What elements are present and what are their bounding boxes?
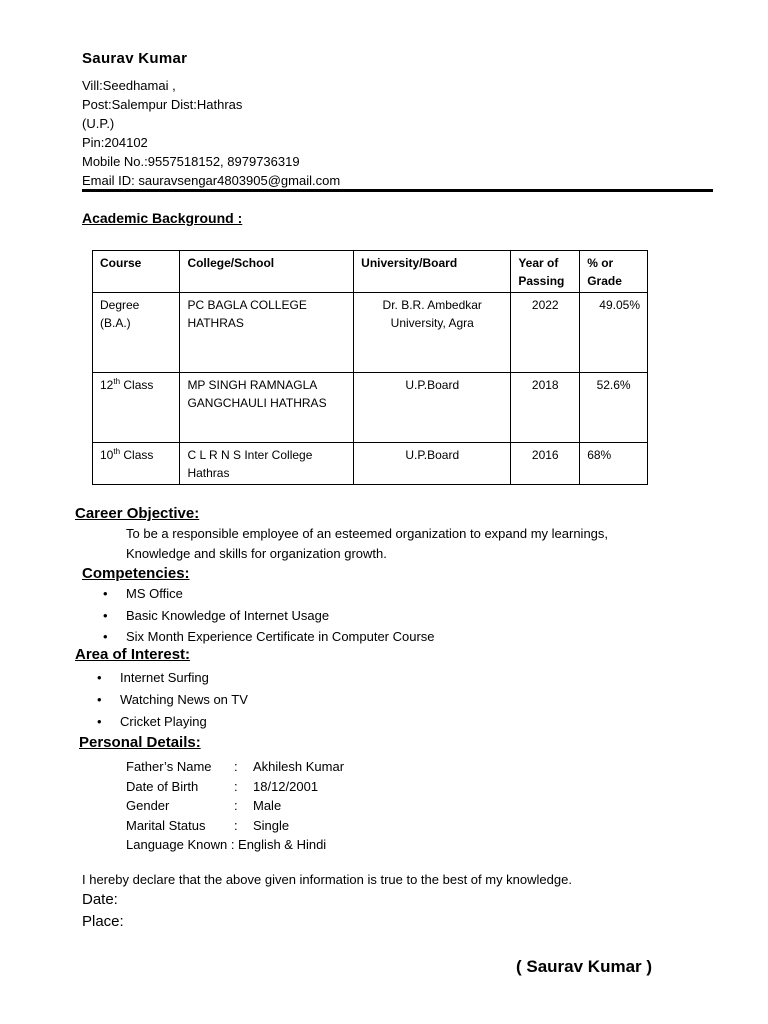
table-cell-year: 2022 — [511, 293, 580, 373]
course-number: 12 — [100, 378, 114, 392]
column-header: University/Board — [354, 251, 511, 293]
competencies-heading: Competencies: — [82, 565, 190, 582]
column-header: College/School — [180, 251, 354, 293]
table-cell-college: C L R N S Inter College Hathras — [180, 443, 354, 485]
list-item-text: Six Month Experience Certificate in Computer Course — [126, 629, 435, 644]
field-separator: : — [234, 817, 238, 833]
course-label: Class — [120, 378, 154, 392]
list-item — [103, 626, 435, 648]
field-separator: : — [234, 798, 238, 813]
course-number: 10 — [100, 448, 114, 462]
mobile-number: Mobile No.:9557518152, 8979736319 — [82, 154, 300, 169]
table-cell-course — [93, 443, 180, 485]
table-cell-course: Degree (B.A.) — [93, 293, 180, 373]
date-label: Date: — [82, 891, 118, 908]
table-cell-college: MP SINGH RAMNAGLA GANGCHAULI HATHRAS — [180, 373, 354, 443]
field-separator: : — [234, 778, 238, 794]
table-cell-grade: 49.05% — [580, 293, 648, 373]
table-cell-college: PC BAGLA COLLEGE HATHRAS — [180, 293, 354, 373]
address-post: Post:Salempur Dist:Hathras — [82, 97, 243, 112]
course-label: Class — [120, 448, 154, 462]
field-value: Single — [253, 817, 290, 833]
interest-list — [97, 667, 248, 733]
table-row — [93, 293, 648, 373]
list-item — [97, 667, 248, 689]
field-value: Male — [253, 798, 282, 813]
personal-row — [126, 757, 344, 777]
academic-heading: Academic Background : — [82, 210, 243, 226]
candidate-name: Saurav Kumar — [82, 50, 188, 67]
career-objective-heading: Career Objective: — [75, 505, 200, 522]
column-header: % or Grade — [580, 251, 648, 293]
personal-details-heading: Personal Details: — [79, 734, 201, 751]
declaration-text: I hereby declare that the above given information is true to the best of my knowledge. — [82, 872, 572, 887]
address-pin: Pin:204102 — [82, 135, 148, 150]
column-header: Year of Passing — [511, 251, 580, 293]
field-label: Date of Birth — [126, 778, 199, 794]
list-item-text: Basic Knowledge of Internet Usage — [126, 607, 330, 623]
bullet-icon: • — [97, 692, 102, 707]
place-label: Place: — [82, 913, 124, 930]
table-cell-board: U.P.Board — [354, 373, 511, 443]
field-value: 18/12/2001 — [253, 778, 319, 794]
course-suffix: th — [113, 377, 121, 386]
table-cell-grade: 68% — [580, 443, 648, 485]
table-cell-year: 2018 — [511, 373, 580, 443]
list-item — [97, 689, 248, 711]
field-label: Gender — [126, 798, 170, 813]
table-header-row — [93, 251, 648, 293]
address-village: Vill:Seedhamai , — [82, 78, 176, 93]
language-row: Language Known : English & Hindi — [126, 837, 327, 852]
career-objective-line: Knowledge and skills for organization growth. — [126, 546, 387, 561]
column-header: Course — [93, 251, 180, 293]
table-row — [93, 373, 648, 443]
field-value: Akhilesh Kumar — [253, 759, 345, 774]
contact-block — [82, 76, 340, 190]
email-address: Email ID: sauravsengar4803905@gmail.com — [82, 173, 341, 188]
personal-details-block — [126, 757, 344, 855]
course-suffix: th — [113, 447, 121, 456]
list-item-text: MS Office — [126, 586, 183, 601]
list-item — [103, 583, 435, 605]
career-objective-text — [126, 524, 608, 564]
field-label: Father’s Name — [126, 759, 212, 774]
competencies-list — [103, 583, 435, 648]
table-cell-year: 2016 — [511, 443, 580, 485]
personal-row — [126, 777, 344, 797]
career-objective-line: To be a responsible employee of an esteemed organization to expand my learnings, — [126, 526, 609, 541]
academic-table — [92, 250, 648, 485]
list-item — [97, 711, 248, 733]
bullet-icon: • — [97, 714, 102, 729]
table-row — [93, 443, 648, 485]
list-item-text: Watching News on TV — [120, 692, 248, 707]
table-cell-course — [93, 373, 180, 443]
personal-row — [126, 796, 344, 816]
bullet-icon: • — [103, 607, 108, 623]
header-divider — [82, 189, 713, 192]
signature-name: ( Saurav Kumar ) — [516, 957, 653, 976]
bullet-icon: • — [97, 670, 102, 685]
list-item-text: Cricket Playing — [120, 714, 207, 729]
field-separator: : — [234, 759, 238, 774]
list-item — [103, 605, 435, 627]
address-state: (U.P.) — [82, 116, 115, 131]
field-label: Marital Status — [126, 817, 206, 833]
table-cell-board: U.P.Board — [354, 443, 511, 485]
area-of-interest-heading: Area of Interest: — [75, 646, 191, 663]
table-cell-board: Dr. B.R. Ambedkar University, Agra — [354, 293, 511, 373]
table-cell-grade: 52.6% — [580, 373, 648, 443]
personal-row — [126, 816, 344, 836]
list-item-text: Internet Surfing — [120, 670, 209, 685]
bullet-icon: • — [103, 629, 108, 644]
bullet-icon: • — [103, 586, 108, 601]
